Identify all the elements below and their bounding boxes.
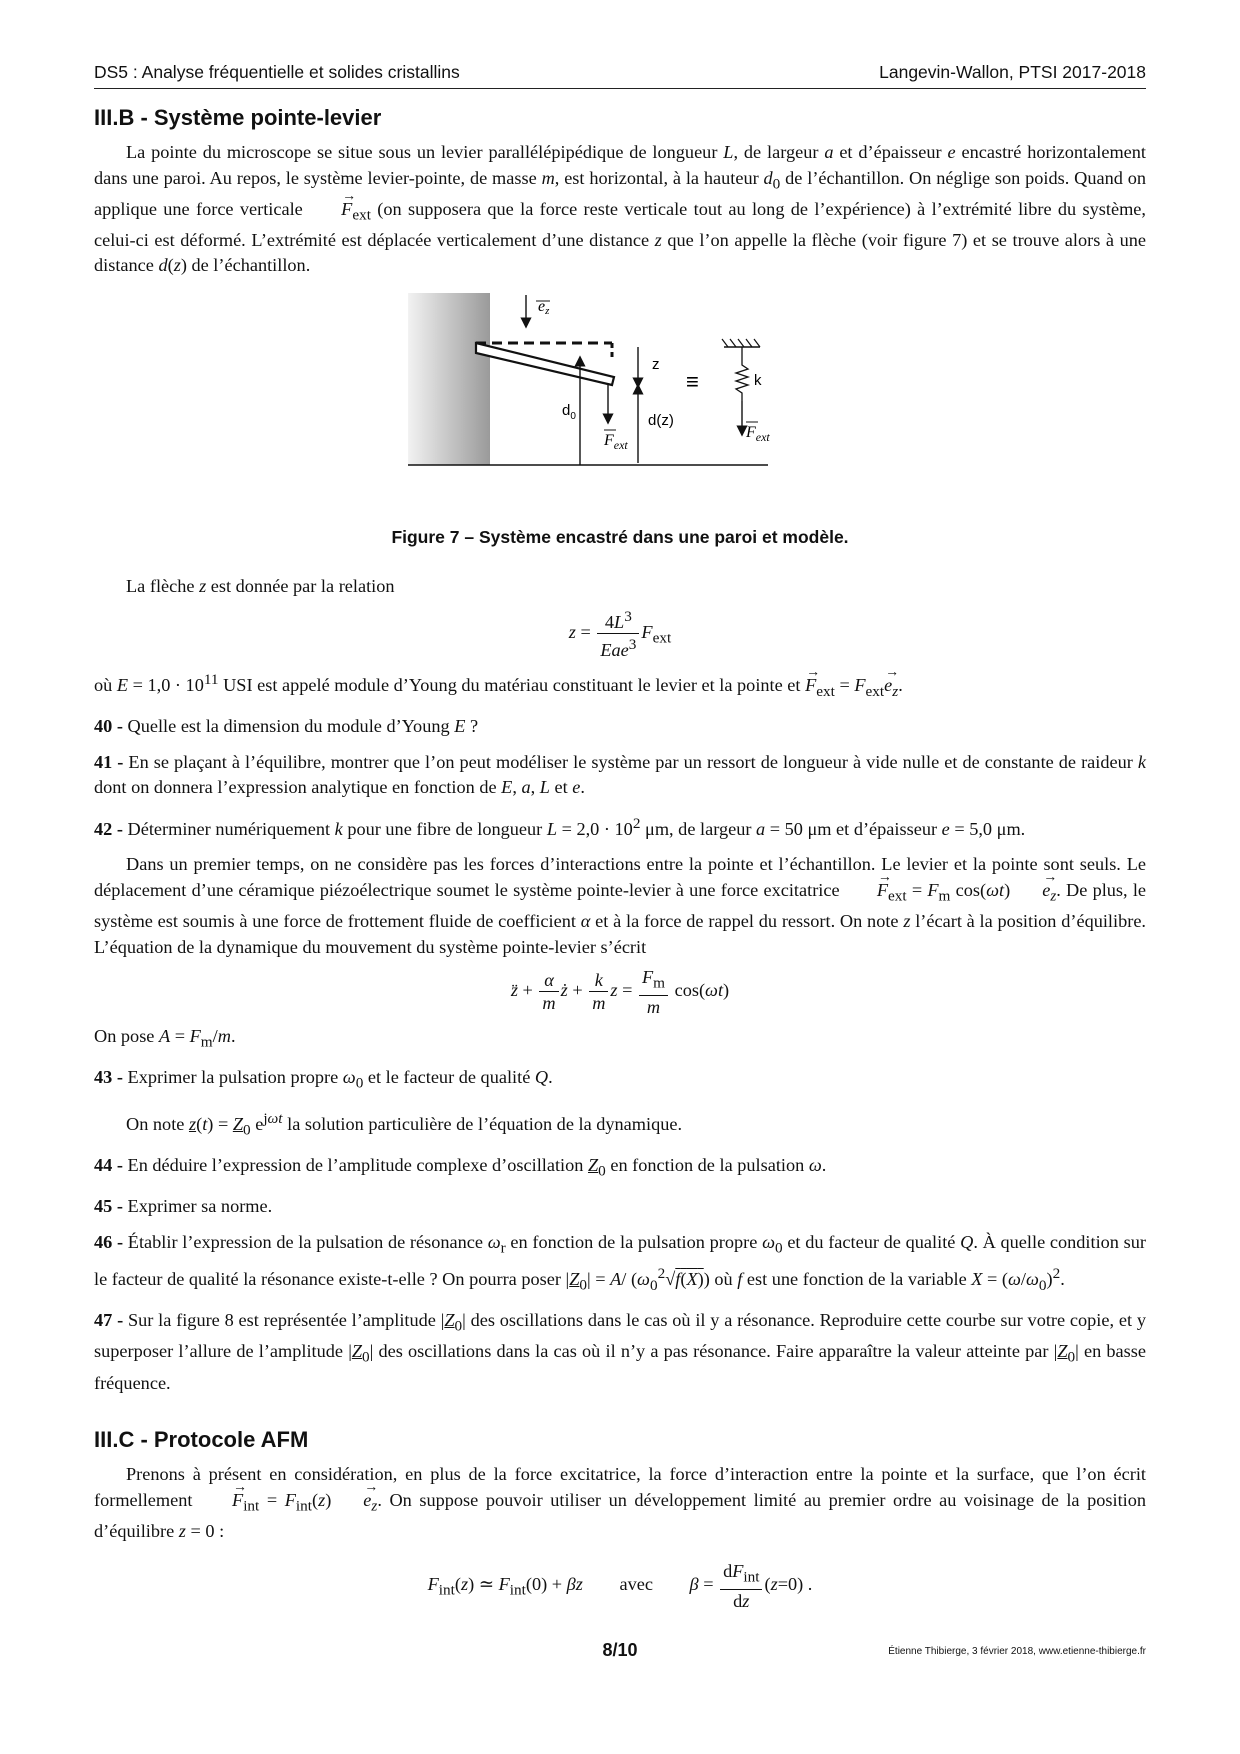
- section-title-c: III.C - Protocole AFM: [94, 1427, 309, 1453]
- page-footer: [94, 1640, 1146, 1670]
- paragraph-solution: On note $z(t) = Z_0$ $e^{j\omega t}$ la solution particulière de l’équation de la dynamique.: [126, 1109, 683, 1139]
- ez-label: ez: [538, 297, 550, 317]
- question-45: 45 - Exprimer sa norme.: [94, 1196, 273, 1217]
- question-44: 44 - En déduire l’expression de l’amplitude complexe d’oscillation $Z_0$ en fonction de la pulsation ω.: [94, 1155, 827, 1180]
- paragraph-afm: Prenons à présent en considération, en plus de la force excitatrice, la force d’interaction entre la pointe et la surface, que l’on écrit formellement → $F_{int} = F_{int}(z)\to e_z$. On suppose pouvoir utiliser un développement limité au premier ordre au voisinage de la position d’équilibre z = 0 :: [94, 1462, 1146, 1544]
- k-label: k: [754, 371, 762, 389]
- bent-lever: [476, 343, 614, 385]
- paragraph-dynamics: Dans un premier temps, on ne considère pas les forces d’interactions entre la pointe et l’échantillon. Le levier et la pointe sont seuls. Le déplacement d’une céramique piézoélectrique soumet le système pointe-levier à une force excitatrice → $F_{ext} = F_m$ $\cos(\omega t)\to e_z$. De plus, le système est soumis à une force de frottement fluide de coefficient α et à la force de rappel du ressort. On note z l’écart à la position d’équilibre. L’équation de la dynamique du mouvement du système pointe-levier s’écrit: [94, 852, 1146, 960]
- figure-7: [94, 293, 1146, 517]
- fext-label: $F_{ext}$: [604, 431, 628, 452]
- equation-fint: $F_{int}(z)$ ≃ $F_{int}(0) + \beta z$ avec β = $\frac{dF_{int}}{dz}$ (z=0) .: [427, 1561, 813, 1611]
- paragraph-young: où $E = 1,0 \cdot 10^{11}$ USI est appelé module d’Young du matériau constituant le levier et la pointe et → $F_{ext} = F_{ext}\to e_z$.: [94, 667, 1146, 704]
- header-right: Langevin-Wallon, PTSI 2017-2018: [879, 62, 1146, 82]
- question-47: 47 - Sur la figure 8 est représentée l’amplitude $|Z_0|$ des oscillations dans le cas où il y a résonance. Reproduire cette courbe sur votre copie, et y superposer l’allure de l’amplitude $|Z_0|$ des oscillations dans la cas où il n’y a pas résonance. Faire apparaître la valeur atteinte par $|Z_0|$ en basse fréquence.: [94, 1310, 1146, 1393]
- page-number: 8/10: [602, 1640, 638, 1660]
- question-42: 42 - Déterminer numériquement k pour une fibre de longueur $L = 2,0 \cdot 10^2$ μm, de largeur a = 50 μm et d’épaisseur e = 5,0 μm.: [94, 814, 1026, 839]
- main-content: [94, 104, 1146, 1618]
- page-header: [94, 62, 1146, 89]
- figure-caption: Figure 7 – Système encastré dans une paroi et modèle.: [391, 526, 849, 547]
- question-41: 41 - En se plaçant à l’équilibre, montrer que l’on peut modéliser le système par un ressort de longueur à vide nulle et de constante de raideur k dont on donnera l’expression analytique en fonction de E, a, L et e.: [94, 751, 1146, 798]
- footer-credit: Étienne Thibierge, 3 février 2018, www.etienne-thibierge.fr: [888, 1646, 1146, 1657]
- paragraph-intro: La pointe du microscope se situe sous un levier parallélépipédique de longueur L, de largeur a et d’épaisseur e encastré horizontalement dans une paroi. Au repos, le système levier-pointe, de masse m, est horizontal, à la hauteur $d_0$ de l’échantillon. On néglige son poids. Quand on applique une force verticale → $F_{ext}$ (on supposera que la force reste verticale tout au long de l’expérience) à l’extrémité libre du système, celui-ci est déformé. L’extrémité est déplacée verticalement d’une distance z que l’on appelle la flèche (voir figure 7) et se trouve alors à une distance d(z) de l’échantillon.: [94, 140, 1146, 279]
- z-label: z: [652, 355, 660, 373]
- wall-shape: [408, 293, 490, 465]
- question-43: 43 - Exprimer la pulsation propre $\omega_0$ et le facteur de qualité Q.: [94, 1066, 553, 1092]
- equiv-sign: ≡: [686, 368, 699, 394]
- equation-dynamics: z̈ + $\frac{\alpha}{m}$ ż + $\frac{k}{m}$ z = $\frac{F_m}{m}$ cos(ωt): [510, 967, 730, 1017]
- equation-fleche: z = $\frac{4L^3}{Eae^3}$ $F_{ext}$: [568, 607, 672, 660]
- spring-shape: [736, 347, 748, 401]
- spring-fext-label: $F_{ext}$: [746, 423, 770, 444]
- question-46: 46 - Établir l’expression de la pulsation de résonance $\omega_r$ en fonction de la pulsation propre $\omega_0$ et du facteur de qualité Q. À quelle condition sur le facteur de qualité la résonance existe-t-elle ? On pourra poser $|Z_0| = A/$ $(\omega_0^2√f(X))$ où f est une fonction de la variable $X = (\omega/\omega_0)^2$.: [94, 1231, 1146, 1294]
- section-title-b: III.B - Système pointe-levier: [94, 105, 382, 130]
- d0-label: $d_0$: [562, 401, 576, 422]
- header-left: DS5 : Analyse fréquentielle et solides cristallins: [94, 62, 460, 82]
- paragraph-fleche: La flèche z est donnée par la relation: [126, 576, 395, 597]
- paragraph-pose: On pose $A = F_m/m$.: [94, 1025, 236, 1051]
- dz-label: d(z): [648, 411, 674, 429]
- cantilever-diagram: [408, 293, 788, 469]
- question-40: 40 - Quelle est la dimension du module d’Young E ?: [94, 716, 479, 737]
